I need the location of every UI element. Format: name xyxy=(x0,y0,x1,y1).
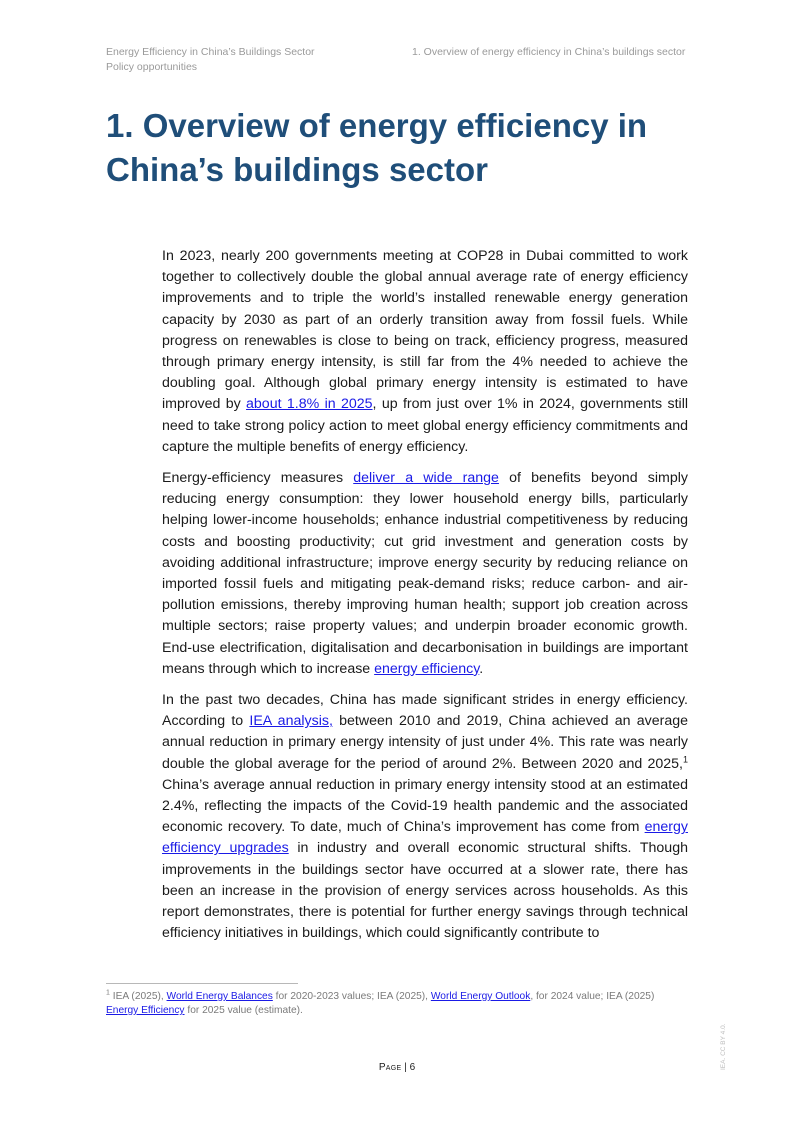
link-energy-efficiency-report[interactable]: Energy Efficiency xyxy=(106,1005,185,1016)
page-number: 6 xyxy=(409,1062,416,1073)
body-text xyxy=(162,246,688,955)
report-subtitle: Policy opportunities xyxy=(106,61,198,73)
link-world-energy-outlook[interactable]: World Energy Outlook xyxy=(430,991,531,1002)
link-world-energy-balances[interactable]: World Energy Balances xyxy=(166,991,273,1002)
link-energy-efficiency-upgrades[interactable]: energy efficiency upgrades xyxy=(162,819,688,857)
footnote-ref[interactable]: 1 xyxy=(682,753,688,764)
page-label: Page xyxy=(378,1062,402,1073)
link-deliver-wide-range[interactable]: deliver a wide range xyxy=(353,470,499,487)
link-about-1-8-percent[interactable]: about 1.8% in 2025 xyxy=(246,396,373,413)
running-header-right: 1. Overview of energy efficiency in China’s buildings sector xyxy=(412,46,686,58)
page-footer xyxy=(0,1062,794,1073)
footnote-divider xyxy=(106,983,298,984)
paragraph-2: Energy-efficiency measures deliver a wide range of benefits beyond simply reducing energy consumption: they lower household energy bills, particularly helping lower-income households; enhance industrial competitiveness by reducing costs and boosting productivity; cut grid investment and generation costs by avoiding additional infrastructure; improve energy security by reducing reliance on imported fossil fuels and mitigating peak-demand risks; reduce carbon- and air-pollution emissions, thereby improving human health; support job creation across multiple sectors; raise property values; and underpin broader economic growth. End-use electrification, digitalisation and decarbonisation in buildings are important means through which to increase energy efficiency. xyxy=(162,470,688,677)
link-iea-analysis[interactable]: IEA analysis, xyxy=(249,713,333,730)
chapter-title: 1. Overview of energy efficiency in China’s buildings sector xyxy=(106,107,648,188)
link-energy-efficiency[interactable]: energy efficiency xyxy=(374,660,480,677)
running-header-left xyxy=(106,45,315,75)
report-title: Energy Efficiency in China’s Buildings Sector xyxy=(106,46,315,58)
paragraph-3: In the past two decades, China has made significant strides in energy efficiency. According to IEA analysis, between 2010 and 2019, China achieved an average annual reduction in primary energy intensity of just under 4%. This rate was nearly double the global average for the period of around 2%. Between 2020 and 2025,$^1$ China’s average annual reduction in primary energy intensity stood at an estimated 2.4%, reflecting the impacts of the Covid-19 health pandemic and the associated economic recovery. To date, much of China’s improvement has come from energy efficiency upgrades in industry and overall economic structural shifts. Though improvements in the buildings sector have occurred at a slower rate, there has been an increase in the provision of energy services across households. As this report demonstrates, there is potential for further energy savings through technical efficiency initiatives in buildings, which could significantly contribute to xyxy=(162,692,688,942)
page-separator: | xyxy=(401,1062,410,1073)
paragraph-1: In 2023, nearly 200 governments meeting at COP28 in Dubai committed to work together to collectively double the global annual average rate of energy efficiency improvements and to triple the world’s installed renewable energy generation capacity by 2030 as part of an orderly transition away from fossil fuels. While progress on renewables is close to being on track, efficiency progress, measured through primary energy intensity, is still far from the 4% needed to achieve the doubling goal. Although global primary energy intensity is estimated to have improved by about 1.8% in 2025, up from just over 1% in 2024, governments still need to take strong policy action to meet global energy efficiency commitments and capture the multiple benefits of energy efficiency. xyxy=(162,248,688,455)
license-note: IEA. CC BY 4.0. xyxy=(720,1023,727,1070)
footnote: $^1$ IEA (2025), World Energy Balances for 2020-2023 values; IEA (2025), World Energy Outlook, for 2024 value; IEA (2025) Energy Efficiency for 2025 value (estimate). xyxy=(106,989,655,1016)
